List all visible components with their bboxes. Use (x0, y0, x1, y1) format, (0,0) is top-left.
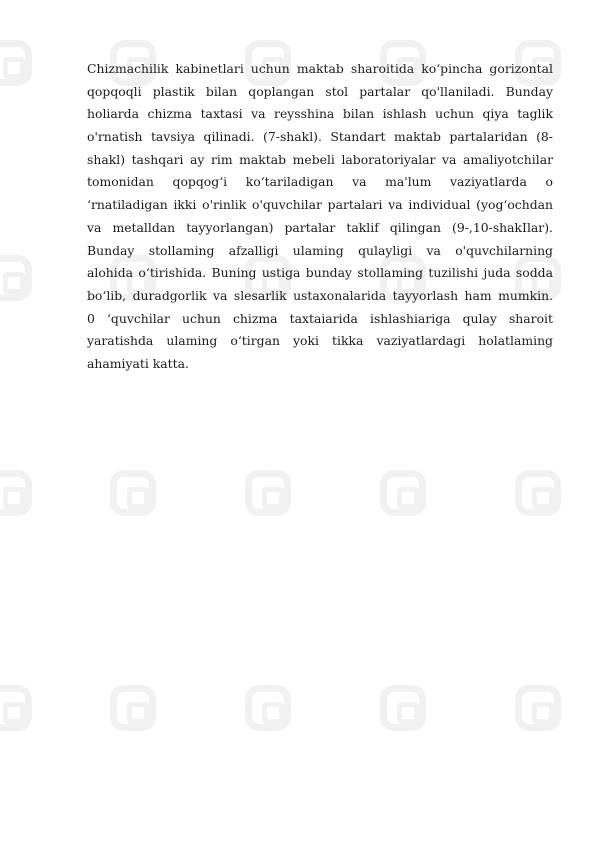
text-line: o'rnatish tavsiya qilinadi. (7-shakl). Standart maktab partalaridan (8- (87, 129, 553, 145)
watermark-logo-icon (110, 470, 156, 516)
text-line: bo‘lib, duradgorlik va slesarlik ustaxonalarida tayyorlash ham mumkin. (87, 287, 553, 303)
watermark-logo-icon (0, 255, 32, 301)
text-line: qopqoqli plastik bilan qoplangan stol partalar qo'llaniladi. Bunday (87, 83, 553, 99)
watermark-logo-icon (0, 40, 32, 86)
watermark-logo-icon (0, 685, 32, 731)
text-line: ‘rnatiladigan ikki o'rinlik o'quvchilar partalari va individual (yog‘ochdan (87, 197, 553, 213)
watermark-logo-icon (0, 470, 32, 516)
text-line: yaratishda ulaming o‘tirgan yoki tikka vaziyatlardagi holatlaming (87, 333, 553, 349)
body-paragraph (87, 58, 553, 376)
watermark-logo-icon (515, 685, 561, 731)
text-line: shakl) tashqari ay rim maktab mebeli laboratoriyalar va amaliyotchilar (87, 151, 553, 167)
text-line: va metalldan tayyorlangan) partalar taklif qilingan (9-,10-shakIlar). (87, 219, 553, 235)
watermark-logo-icon (110, 685, 156, 731)
text-line: ahamiyati katta. (87, 355, 189, 371)
text-line: holiarda chizma taxtasi va reysshina bilan ishlash uchun qiya taglik (87, 106, 553, 122)
watermark-logo-icon (245, 685, 291, 731)
text-line: Bunday stollaming afzalligi ulaming qulayligi va o'quvchilarning (87, 242, 553, 258)
watermark-logo-icon (380, 470, 426, 516)
watermark-logo-icon (515, 470, 561, 516)
watermark-logo-icon (245, 470, 291, 516)
watermark-logo-icon (380, 685, 426, 731)
text-line: 0 ‘quvchilar uchun chizma taxtaiarida ishlashiariga qulay sharoit (87, 310, 553, 326)
text-line: tomonidan qopqog‘i ko‘tariladigan va ma'lum vaziyatlarda o (87, 174, 553, 190)
text-line: Chizmachilik kabinetlari uchun maktab sharoitida ko‘pincha gorizontal (87, 61, 553, 76)
text-line: alohida o‘tirishida. Buning ustiga bunday stollaming tuzilishi juda sodda (87, 265, 553, 281)
